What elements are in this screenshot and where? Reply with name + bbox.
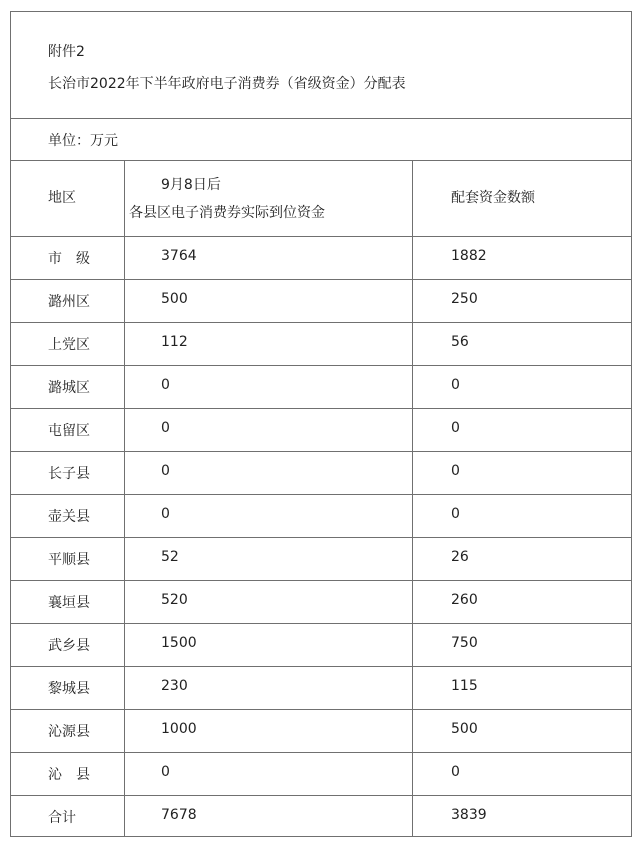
matching-funds-cell: 56: [451, 334, 469, 350]
table-row: [11, 451, 631, 495]
table-row: [11, 322, 631, 366]
region-cell: 沁源县: [48, 724, 90, 740]
matching-funds-cell: 115: [451, 678, 478, 694]
region-cell: 上党区: [48, 337, 90, 353]
unit-block: [11, 118, 631, 161]
document-title: 长治市2022年下半年政府电子消费券（省级资金）分配表: [48, 76, 406, 92]
region-cell: 襄垣县: [48, 595, 90, 611]
matching-funds-cell: 0: [451, 377, 460, 393]
actual-funds-cell: 230: [161, 678, 188, 694]
actual-funds-cell: 3764: [161, 248, 197, 264]
table-row: [11, 279, 631, 323]
title-block: [11, 12, 631, 119]
table-row: [11, 236, 631, 280]
region-cell: 屯留区: [48, 423, 90, 439]
matching-funds-cell: 260: [451, 592, 478, 608]
region-cell: 潞城区: [48, 380, 90, 396]
region-cell: 潞州区: [48, 294, 90, 310]
actual-funds-cell: 520: [161, 592, 188, 608]
actual-funds-cell: 0: [161, 506, 170, 522]
total-actual-cell: 7678: [161, 807, 197, 823]
matching-funds-cell: 26: [451, 549, 469, 565]
table-row: [11, 537, 631, 581]
matching-funds-cell: 0: [451, 506, 460, 522]
matching-funds-cell: 1882: [451, 248, 487, 264]
matching-funds-cell: 250: [451, 291, 478, 307]
table-row: [11, 666, 631, 710]
matching-funds-cell: 0: [451, 463, 460, 479]
table-row: [11, 709, 631, 753]
table-row: [11, 623, 631, 667]
actual-funds-cell: 0: [161, 377, 170, 393]
unit-label: 单位：万元: [48, 133, 118, 149]
region-cell: 平顺县: [48, 552, 90, 568]
header-actual-line2: 各县区电子消费券实际到位资金: [129, 205, 325, 221]
actual-funds-cell: 500: [161, 291, 188, 307]
region-cell: 市 级: [48, 251, 90, 267]
region-cell: 黎城县: [48, 681, 90, 697]
actual-funds-cell: 52: [161, 549, 179, 565]
matching-funds-cell: 0: [451, 420, 460, 436]
actual-funds-cell: 0: [161, 420, 170, 436]
table-total-row: [11, 795, 631, 838]
table-row: [11, 580, 631, 624]
table-header-row: [11, 160, 631, 237]
actual-funds-cell: 1000: [161, 721, 197, 737]
header-matching: 配套资金数额: [451, 190, 535, 206]
table-row: [11, 752, 631, 796]
actual-funds-cell: 0: [161, 764, 170, 780]
actual-funds-cell: 0: [161, 463, 170, 479]
matching-funds-cell: 750: [451, 635, 478, 651]
allocation-table-sheet: [10, 11, 632, 837]
header-region: 地区: [48, 190, 76, 206]
matching-funds-cell: 0: [451, 764, 460, 780]
region-cell: 长子县: [48, 466, 90, 482]
region-cell: 沁 县: [48, 767, 90, 783]
region-cell: 壶关县: [48, 509, 90, 525]
attachment-label: 附件2: [48, 44, 85, 60]
table-row: [11, 408, 631, 452]
table-row: [11, 494, 631, 538]
table-row: [11, 365, 631, 409]
region-cell: 武乡县: [48, 638, 90, 654]
total-label-cell: 合计: [48, 810, 76, 826]
actual-funds-cell: 1500: [161, 635, 197, 651]
actual-funds-cell: 112: [161, 334, 188, 350]
header-actual-line1: 9月8日后: [161, 177, 221, 193]
matching-funds-cell: 500: [451, 721, 478, 737]
total-matching-cell: 3839: [451, 807, 487, 823]
